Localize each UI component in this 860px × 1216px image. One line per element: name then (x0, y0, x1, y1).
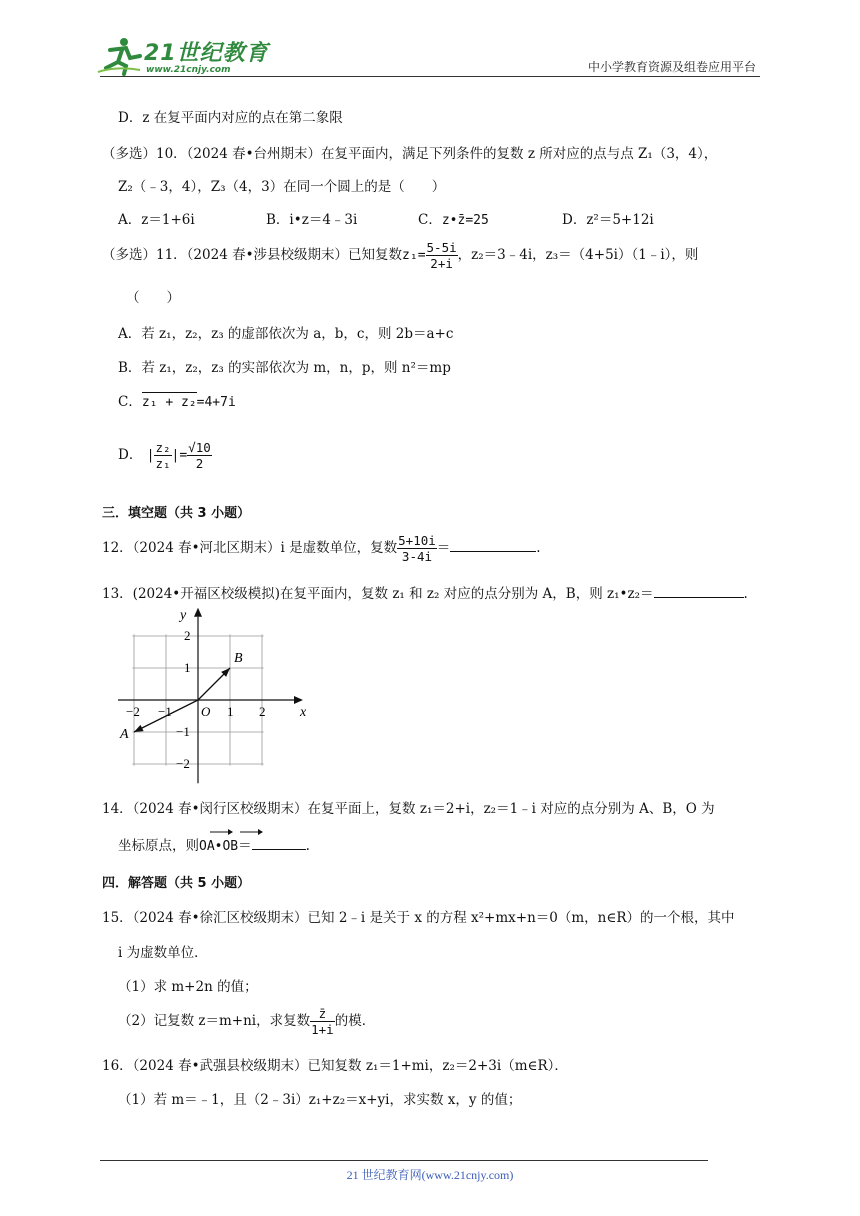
q11-option-c-rhs: =4+7i (196, 395, 236, 410)
q10-stem-line2: Z₂（﹣3，4），Z₃（4，3）在同一个圆上的是（ ） (118, 179, 446, 195)
q11-option-c (118, 390, 236, 410)
q13-end: . (743, 586, 748, 602)
q11-option-a: A．若 z₁，z₂，z₃ 的虚部依次为 a，b，c，则 2b＝a+c (118, 326, 454, 342)
q14-end: . (305, 838, 310, 854)
graph-axes (118, 608, 307, 783)
q12-denominator: 3-4i (401, 549, 433, 564)
q11-paren: （ ） (126, 290, 180, 306)
q10-option-c-label: C． (418, 212, 442, 228)
section-fill-in-title: 三．填空题（共 3 小题） (102, 506, 251, 521)
vector-a-arrowhead (134, 725, 144, 732)
q15-part2 (118, 1006, 375, 1037)
q11-z1-numerator: 5-5i (426, 240, 457, 255)
q12-answer-blank[interactable] (450, 551, 536, 552)
q14-vector-expr: OA•OB (199, 839, 239, 854)
q15-stem-line2: i 为虚数单位． (118, 945, 208, 961)
x-axis-label: x (300, 705, 307, 720)
q11-z1-denominator: 2+i (430, 256, 453, 271)
q14-line2-prefix: 坐标原点，则 (118, 838, 199, 854)
y-tick-label: 2 (184, 628, 191, 643)
q10-option-a: A．z＝1+6i (118, 212, 195, 228)
q13-stem: 13．(2024•开福区校级模拟)在复平面内，复数 z₁ 和 z₂ 对应的点分别为 A，B，则 z₁•z₂＝ (102, 586, 654, 602)
q14-vector-arrows (208, 828, 268, 836)
q15-denominator: 1+i (311, 1022, 334, 1037)
origin-label: O (201, 704, 211, 719)
q12-fraction (397, 533, 437, 564)
q13-answer-blank[interactable] (654, 597, 744, 598)
q10-stem-line1: （多选）10．（2024 春•台州期末）在复平面内，满足下列条件的复数 z 所对应的点与点 Z₁（3，4）， (102, 146, 718, 162)
q11-option-c-label: C． (118, 394, 142, 410)
q11-d-rhs-denominator: 2 (195, 456, 204, 471)
q14-stem-line1: 14．（2024 春•闵行区校级期末）在复平面上，复数 z₁＝2+i，z₂＝1﹣i 对应的点分别为 A、B，O 为 (102, 801, 715, 817)
x-tick-label: 2 (259, 704, 266, 719)
q11-stem-prefix: （多选）11．（2024 春•涉县校级期末）已知复数 (102, 247, 403, 263)
section-answer-title: 四．解答题（共 5 小题） (102, 876, 251, 891)
q11-stem (102, 240, 698, 271)
q14-line2 (118, 834, 310, 854)
y-tick-label: −2 (176, 756, 190, 771)
platform-title: 中小学教育资源及组卷应用平台 (587, 60, 756, 74)
y-axis-label: y (180, 607, 187, 623)
q16-part1: （1）若 m＝﹣1，且（2﹣3i）z₁+z₂＝x+yi，求实数 x，y 的值； (118, 1092, 522, 1108)
x-tick-label: −2 (126, 704, 140, 719)
q10-option-c (418, 208, 489, 228)
q12-prefix: 12．（2024 春•河北区期末）i 是虚数单位，复数 (102, 540, 398, 556)
q10-option-d: D．z²＝5+12i (562, 212, 654, 228)
q16-stem: 16．（2024 春•武强县校级期末）已知复数 z₁＝1+mi，z₂＝2+3i（m∈R）． (102, 1058, 568, 1074)
q11-abs-bar-left: | (146, 448, 155, 463)
q11-abs-bar-right: |= (171, 448, 188, 463)
q11-d-denominator: z₁ (155, 456, 171, 471)
y-axis-arrow (194, 608, 202, 617)
q15-part2-prefix: （2）记复数 z＝m+ni，求复数 (118, 1013, 311, 1029)
q14-answer-blank[interactable] (252, 849, 306, 850)
q13 (102, 582, 748, 602)
q12 (102, 533, 541, 564)
q11-option-d-label: D． (118, 447, 143, 463)
logo-runner-icon (96, 36, 142, 80)
x-tick-label: 1 (227, 704, 234, 719)
header-divider (100, 76, 760, 77)
q11-option-d-rhs (187, 440, 212, 471)
logo-url: www.21cnjy.com (146, 65, 231, 75)
logo-text: 21世纪教育 (144, 41, 269, 66)
q15-fraction (310, 1006, 335, 1037)
footer-text: 21 世纪教育网(www.21cnjy.com) (346, 1168, 514, 1182)
q11-z1-lhs: z₁= (402, 248, 426, 263)
q11-option-c-conjugate: z₁ + z₂ (142, 392, 197, 410)
point-b-label: B (234, 651, 243, 666)
q10-option-c-expr: z•z̄=25 (441, 213, 489, 228)
q10-option-b: B．i•z＝4﹣3i (266, 212, 358, 228)
q11-option-d-fraction (154, 440, 171, 471)
y-tick-label: 1 (184, 660, 191, 675)
q11-d-rhs-numerator: √10 (188, 440, 211, 455)
q15-stem-line1: 15．（2024 春•徐汇区校级期末）已知 2﹣i 是关于 x 的方程 x²+mx+n＝0（m，n∈R）的一个根，其中 (102, 910, 735, 926)
q11-d-numerator: z₂ (155, 440, 171, 455)
q15-part1: （1）求 m+2n 的值； (118, 979, 258, 995)
q11-z1-fraction (426, 240, 458, 271)
q12-end: . (536, 540, 541, 556)
q12-numerator: 5+10i (398, 533, 436, 548)
x-axis-arrow (294, 696, 303, 704)
q15-part2-suffix: 的模． (334, 1013, 376, 1029)
q11-stem-suffix: ，z₂＝3﹣4i，z₃＝（4+5i）（1﹣i），则 (457, 247, 699, 263)
q11-option-d (118, 440, 212, 471)
complex-plane-graph (110, 600, 310, 790)
q9-option-d: D．z 在复平面内对应的点在第二象限 (118, 110, 343, 126)
q11-option-b: B．若 z₁，z₂，z₃ 的实部依次为 m，n，p，则 n²＝mp (118, 360, 451, 376)
q14-equals: ＝ (238, 838, 252, 854)
x-tick-label: −1 (158, 704, 172, 719)
footer-divider (100, 1160, 708, 1161)
y-tick-label: −1 (176, 724, 190, 739)
q15-numerator: z̄ (310, 1006, 335, 1022)
point-a-label: A (120, 727, 129, 742)
q12-equals: ＝ (436, 540, 451, 556)
